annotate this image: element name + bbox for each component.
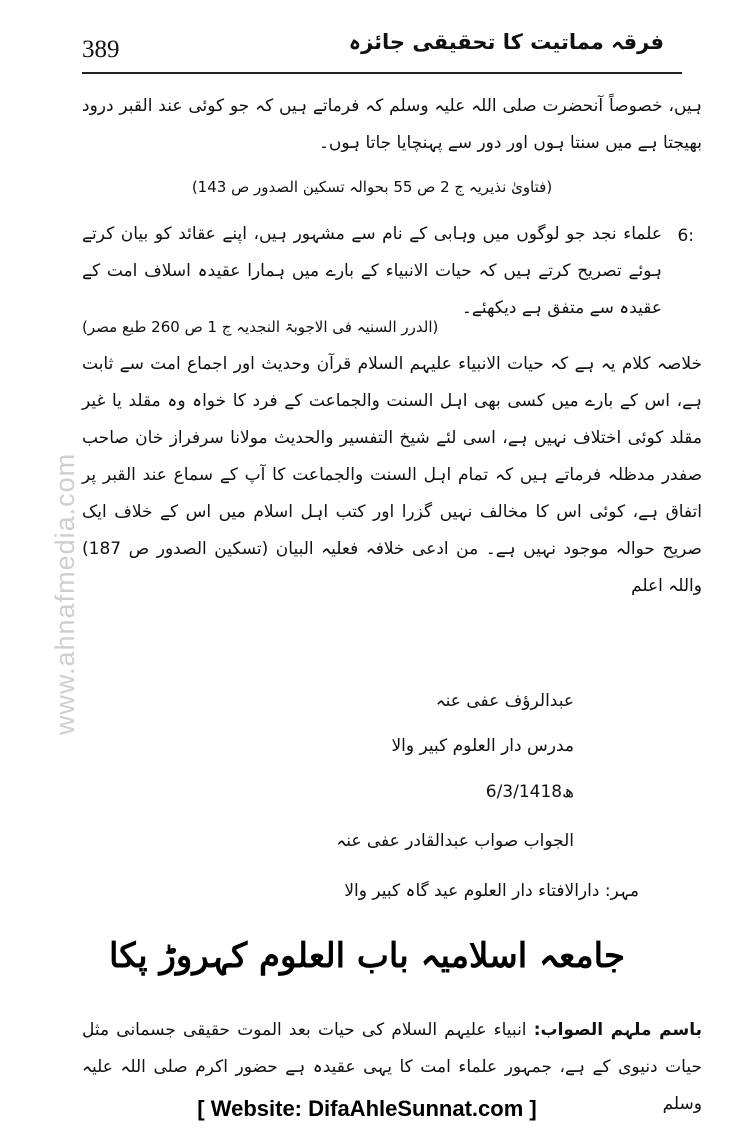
summary-paragraph: خلاصہ کلام یہ ہے کہ حیات الانبیاء علیہم السلام قرآن وحدیث اور اجماع امت سے ثابت ہے، اس کے بارے میں کسی بھی اہل السنت والجماعت کے فرد کا خواہ وہ مقلد یا غیر مقلد کوئی اختلاف نہیں ہے، اسی لئے شیخ التفسیر والحدیث مولانا سرفراز خان صاحب صفدر مدظلہ فرماتے ہیں کہ تمام اہل السنت والجماعت کا آپ کے سماع عند القبر پر اتفاق ہے، کوئی اس کا مخالف نہیں گزرا اور کتب اہل اسلام میں اس کے خلاف ایک صریح حوالہ موجود نہیں ہے۔ من ادعی خلافہ فعلیہ البیان (تسکین الصدور ص 187) واللہ اعلم [82, 354, 702, 596]
header-rule [82, 72, 682, 74]
signature-post: مدرس دار العلوم کبیر والا [391, 736, 574, 756]
section-title: جامعہ اسلامیہ باب العلوم کہروڑ پکا [109, 936, 625, 976]
item-6-number: 6: [677, 226, 694, 246]
paragraph-1: ہیں، خصوصاً آنحضرت صلی اللہ علیہ وسلم کہ فرماتے ہیں کہ جو کوئی عند القبر درود بھیجتا ہے میں سنتا ہوں اور دور سے پہنچایا جاتا ہوں۔ [82, 96, 702, 153]
website-footer: [ Website: DifaAhleSunnat.com ] [197, 1096, 537, 1121]
page-number: 389 [82, 36, 120, 63]
item-6-citation: (الدرر السنیہ فی الاجوبۃ النجدیہ ج 1 ص 260 طبع مصر) [82, 318, 439, 336]
section-label: باسم ملہم الصواب: [533, 1020, 702, 1040]
signature-name: عبدالرؤف عفی عنہ [435, 691, 574, 711]
signature-date: 6/3/1418ھ [485, 782, 574, 802]
signature-confirmation: الجواب صواب عبدالقادر عفی عنہ [336, 831, 574, 851]
citation-1: (فتاویٰ نذیریہ ج 2 ص 55 بحوالہ تسکین الصدور ص 143) [191, 178, 553, 196]
seal-text: مہر: دارالافتاء دار العلوم عید گاہ کبیر والا [344, 881, 639, 901]
item-6-text: علماء نجد جو لوگوں میں وہابی کے نام سے مشہور ہیں، اپنے عقائد کو بیان کرتے ہوئے تصریح کرتے ہیں کہ حیات الانبیاء کے بارے میں ہمارا عقیدہ اسلاف امت کے عقیدہ سے متفق ہے دیکھئے۔ [82, 224, 662, 318]
section-text: انبیاء علیہم السلام کی حیات بعد الموت حقیقی جسمانی مثل حیات دنیوی کے ہے، جمہور علماء امت کا یہی عقیدہ ہے حضور اکرم صلی اللہ علیہ وسلم [82, 1020, 702, 1114]
watermark: www.ahnafmedia.com [50, 452, 80, 735]
running-title: فرقہ مماتیت کا تحقیقی جائزہ [348, 30, 664, 54]
